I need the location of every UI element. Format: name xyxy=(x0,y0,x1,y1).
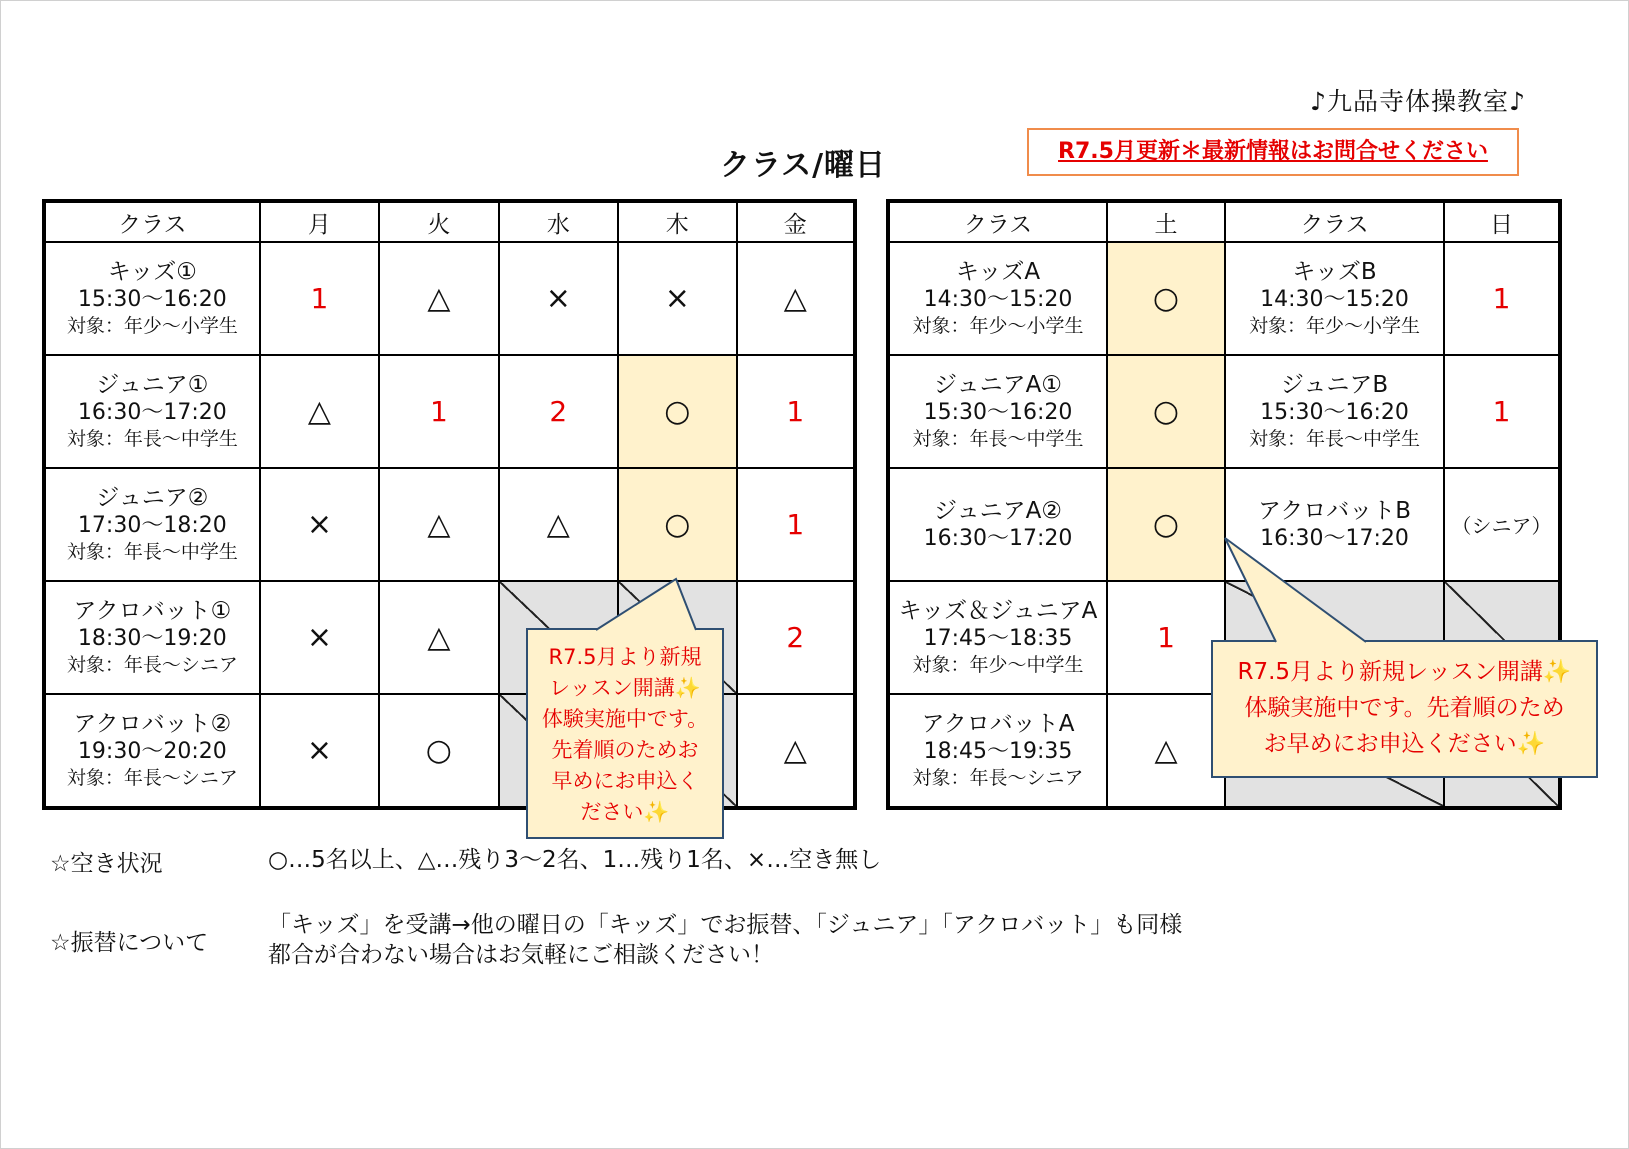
callout-line: R7.5月より新規 xyxy=(548,645,702,669)
availability-cell: 1 xyxy=(737,355,855,468)
sparkle-icon: ✨ xyxy=(1542,659,1572,685)
class-target: 対象：年長〜シニア xyxy=(66,654,238,676)
header-class-sat: クラス xyxy=(888,201,1107,242)
class-time: 15:30〜16:20 xyxy=(923,400,1073,425)
sparkle-icon: ✨ xyxy=(674,676,701,700)
class-time: 14:30〜15:20 xyxy=(923,287,1073,312)
class-name: ジュニア② xyxy=(96,485,209,511)
availability-cell: ○ xyxy=(379,694,498,808)
class-time: 15:30〜16:20 xyxy=(1260,400,1409,425)
class-name: アクロバット① xyxy=(73,598,232,624)
availability-cell: × xyxy=(260,468,379,581)
availability-cell: △ xyxy=(379,468,498,581)
class-time: 17:45〜18:35 xyxy=(923,626,1073,651)
class-name: ジュニアB xyxy=(1280,372,1389,398)
class-time: 18:45〜19:35 xyxy=(923,739,1073,764)
school-name: ♪九品寺体操教室♪ xyxy=(1310,87,1526,116)
availability-cell: 1 xyxy=(1107,581,1225,694)
header-class: クラス xyxy=(44,201,260,242)
header-fri: 金 xyxy=(737,201,855,242)
availability-cell: 2 xyxy=(737,581,855,694)
class-target: 対象：年少〜小学生 xyxy=(66,315,238,337)
availability-cell: ○ xyxy=(1107,355,1225,468)
class-target: 対象：年長〜中学生 xyxy=(66,428,238,450)
availability-cell: × xyxy=(499,242,618,355)
availability-cell: × xyxy=(260,581,379,694)
availability-cell: △ xyxy=(737,694,855,808)
header-mon: 月 xyxy=(260,201,379,242)
availability-cell: 2 xyxy=(499,355,618,468)
page-title: クラス/曜日 xyxy=(720,148,887,183)
class-name: キッズA xyxy=(955,259,1041,285)
class-time: 19:30〜20:20 xyxy=(77,739,227,764)
sparkle-icon: ✨ xyxy=(1516,731,1546,757)
header-sat: 土 xyxy=(1107,201,1225,242)
class-target: 対象：年長〜中学生 xyxy=(66,541,238,563)
class-name: ジュニアA② xyxy=(934,497,1062,524)
callout-line: 早めにお申込く xyxy=(551,769,699,793)
class-time: 14:30〜15:20 xyxy=(1260,287,1409,312)
availability-cell: 1 xyxy=(1444,242,1560,355)
callout-line: お早めにお申込ください✨ xyxy=(1263,731,1546,757)
availability-cell: （シニア） xyxy=(1444,468,1560,581)
callout-line: レッスン開講✨ xyxy=(549,676,701,700)
sparkle-icon: ✨ xyxy=(643,800,670,824)
callout-line: R7.5月より新規レッスン開講✨ xyxy=(1237,659,1572,685)
availability-cell: 1 xyxy=(260,242,379,355)
callout-line: 先着順のためお xyxy=(551,738,699,762)
callout-line: ださい✨ xyxy=(580,800,670,824)
class-target: 対象：年長〜中学生 xyxy=(1248,428,1420,450)
availability-cell: △ xyxy=(1107,694,1225,808)
class-time: 18:30〜19:20 xyxy=(77,626,227,651)
class-time: 16:30〜17:20 xyxy=(1260,525,1409,551)
availability-cell: 1 xyxy=(1444,355,1560,468)
class-name: アクロバットA xyxy=(921,711,1075,737)
class-target: 対象：年長〜シニア xyxy=(912,767,1084,789)
availability-cell: ○ xyxy=(618,468,736,581)
availability-cell: △ xyxy=(737,242,855,355)
header-thu: 木 xyxy=(618,201,736,242)
class-name: キッズ＆ジュニアA xyxy=(898,598,1098,624)
transfer-text-1: 「キッズ」を受講→他の曜日の「キッズ」でお振替、「ジュニア」「アクロバット」も同様 xyxy=(268,912,1183,938)
availability-cell: △ xyxy=(499,468,618,581)
availability-cell: 1 xyxy=(737,468,855,581)
callout-line: 体験実施中です。先着順のため xyxy=(1244,695,1565,721)
class-name: アクロバットB xyxy=(1257,497,1412,524)
header-wed: 水 xyxy=(499,201,618,242)
availability-cell: △ xyxy=(260,355,379,468)
class-target: 対象：年少〜中学生 xyxy=(912,654,1084,676)
availability-cell: × xyxy=(260,694,379,808)
header-tue: 火 xyxy=(379,201,498,242)
header-class-sun: クラス xyxy=(1225,201,1444,242)
transfer-text-2: 都合が合わない場合はお気軽にご相談ください！ xyxy=(268,942,774,968)
availability-cell: ○ xyxy=(618,355,736,468)
class-target: 対象：年少〜小学生 xyxy=(912,315,1084,337)
update-notice: R7.5月更新＊最新情報はお問合せください xyxy=(1027,128,1519,176)
availability-cell: △ xyxy=(379,581,498,694)
class-name: キッズB xyxy=(1292,259,1377,285)
class-time: 16:30〜17:20 xyxy=(77,400,227,425)
class-time: 16:30〜17:20 xyxy=(923,525,1073,551)
availability-text: ○…5名以上、△…残り3〜2名、1…残り1名、×…空き無し xyxy=(268,847,882,873)
class-target: 対象：年長〜シニア xyxy=(66,767,238,789)
availability-cell: ○ xyxy=(1107,242,1225,355)
class-name: アクロバット② xyxy=(73,711,232,737)
class-name: ジュニアA① xyxy=(934,372,1062,398)
class-time: 15:30〜16:20 xyxy=(77,287,227,312)
class-time: 17:30〜18:20 xyxy=(77,513,227,538)
header-sun: 日 xyxy=(1444,201,1560,242)
callout-line: 体験実施中です。 xyxy=(541,707,709,731)
availability-cell: ○ xyxy=(1107,468,1225,581)
class-target: 対象：年長〜中学生 xyxy=(912,428,1084,450)
availability-label: ☆空き状況 xyxy=(50,851,163,877)
availability-cell: 1 xyxy=(379,355,498,468)
class-target: 対象：年少〜小学生 xyxy=(1248,315,1420,337)
availability-cell: △ xyxy=(379,242,498,355)
availability-cell: × xyxy=(618,242,736,355)
class-name: キッズ① xyxy=(107,259,197,285)
class-name: ジュニア① xyxy=(96,372,209,398)
transfer-label: ☆振替について xyxy=(50,930,209,956)
